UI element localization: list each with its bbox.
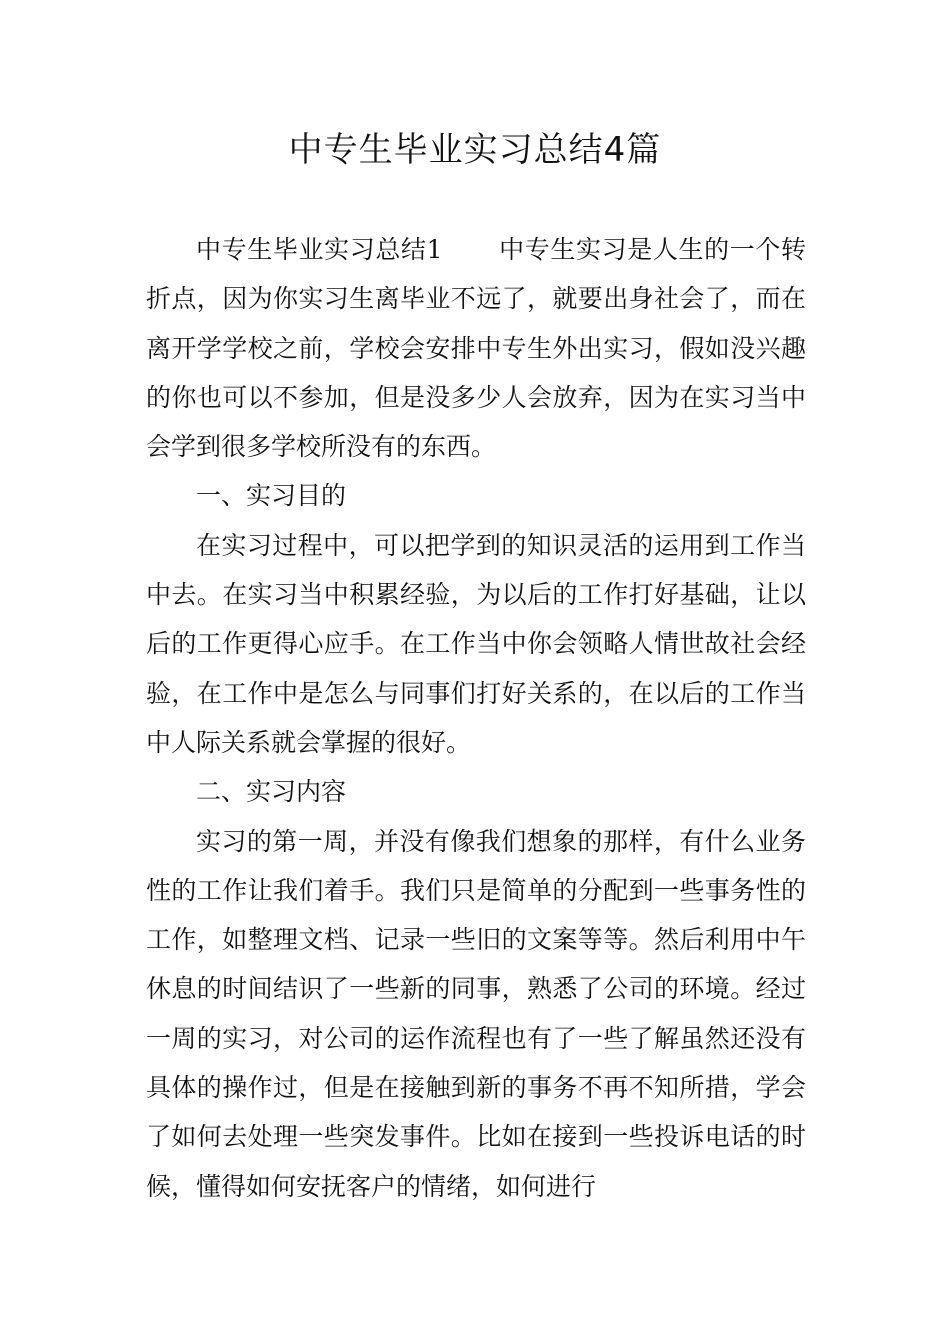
document-body [146,225,806,1211]
paragraph-intro-text: 中专生实习是人生的一个转折点，因为你实习生离毕业不远了，就要出身社会了，而在离开学学校之前，学校会安排中专生外出实习，假如没兴趣的你也可以不参加，但是没多少人会放弃，因为在实习当中会学到很多学校所没有的东西。 [146,235,806,462]
paragraph-purpose: 在实习过程中，可以把学到的知识灵活的运用到工作当中去。在实习当中积累经验，为以后的工作打好基础，让以后的工作更得心应手。在工作当中你会领略人情世故社会经验，在工作中是怎么与同事们打好关系的，在以后的工作当中人际关系就会掌握的很好。 [146,530,806,757]
section-heading-content: 二、实习内容 [196,777,347,807]
section-heading-summary-1: 中专生毕业实习总结1 [196,235,443,264]
section-heading-purpose: 一、实习目的 [196,481,347,511]
paragraph-intro [146,225,806,471]
paragraph-content: 实习的第一周，并没有像我们想象的那样，有什么业务性的工作让我们着手。我们只是简单的分配到一些事务性的工作，如整理文档、记录一些旧的文案等等。然后利用中午休息的时间结识了一些新的同事，熟悉了公司的环境。经过一周的实习，对公司的运作流程也有了一些了解虽然还没有具体的操作过，但是在接触到新的事务不再不知所措，学会了如何去处理一些突发事件。比如在接到一些投诉电话的时候，懂得如何安抚客户的情绪，如何进行 [146,826,806,1201]
document-title: 中专生毕业实习总结4篇 [288,130,662,170]
